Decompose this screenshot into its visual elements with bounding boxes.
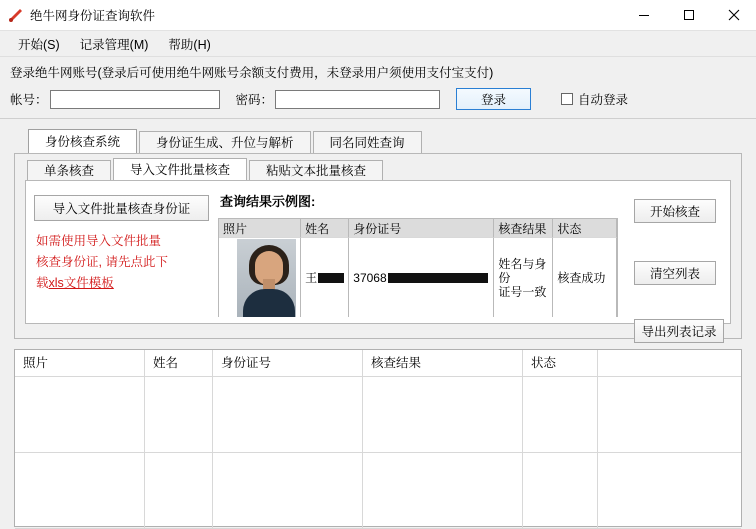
auto-login-checkbox[interactable] (561, 90, 628, 108)
result-header-id-number: 身份证号 (213, 350, 363, 376)
result-cell-photo (15, 453, 145, 528)
window-controls (621, 0, 756, 30)
sample-header-status: 状态 (553, 219, 617, 237)
login-button[interactable]: 登录 (456, 88, 531, 110)
import-file-button[interactable]: 导入文件批量核查身份证 (34, 195, 209, 221)
sample-grid (218, 218, 618, 317)
result-header-extra (598, 350, 740, 376)
tab-import-file-batch-check[interactable]: 导入文件批量核查 (113, 158, 247, 180)
menu-item-start[interactable]: 开始(S) (18, 37, 60, 52)
result-table-empty-row (15, 377, 741, 453)
template-download-note[interactable] (34, 231, 188, 294)
xls-template-link[interactable]: xls文件模板 (48, 276, 114, 290)
result-cell-photo (15, 377, 145, 452)
login-panel (0, 57, 756, 119)
sample-result-line-1: 姓名与身份 (498, 256, 547, 285)
tab-single-check[interactable]: 单条核查 (27, 160, 111, 180)
sample-header-name: 姓名 (301, 219, 349, 237)
result-cell-id-number (213, 377, 363, 452)
result-header-photo: 照片 (15, 350, 145, 376)
sample-id-prefix: 37068 (353, 270, 387, 285)
result-header-result: 核查结果 (363, 350, 523, 376)
title-bar (0, 0, 756, 31)
clear-list-button[interactable]: 清空列表 (634, 261, 716, 285)
account-input[interactable] (50, 90, 220, 109)
password-input[interactable] (275, 90, 440, 109)
menu-item-record-management[interactable]: 记录管理(M) (79, 37, 149, 52)
inner-tab-body (25, 180, 731, 339)
id-redaction (388, 273, 488, 283)
sample-cell-name (301, 237, 349, 317)
maximize-button[interactable] (666, 0, 711, 30)
name-redaction (318, 273, 344, 283)
result-cell-name (145, 377, 213, 452)
login-panel-title: 登录绝牛网账号(登录后可使用绝牛网账号余额支付费用，未登录用户须使用支付宝支付) (10, 66, 494, 80)
sample-cell-status: 核查成功 (553, 237, 617, 317)
result-table-empty-row (15, 453, 741, 529)
note-line-2: 核查身份证, 请先点此下 (36, 255, 168, 269)
note-line-3-prefix: 载 (36, 276, 49, 290)
result-cell-status (523, 453, 598, 528)
sample-header-result: 核查结果 (494, 219, 553, 237)
login-row (10, 88, 746, 110)
outer-tab-body (14, 153, 742, 339)
result-table-header (15, 350, 741, 377)
result-cell-result (363, 453, 523, 528)
close-button[interactable] (711, 0, 756, 30)
result-cell-result (363, 377, 523, 452)
import-panel (26, 181, 214, 323)
result-header-name: 姓名 (145, 350, 213, 376)
password-label: 密码： (235, 93, 274, 107)
sample-grid-header (219, 219, 617, 237)
tab-same-name-query[interactable]: 同名同姓查询 (313, 131, 422, 153)
result-cell-name (145, 453, 213, 528)
sample-header-photo: 照片 (219, 219, 301, 237)
result-cell-status (523, 377, 598, 452)
result-table[interactable] (14, 349, 742, 527)
menu-item-help[interactable]: 帮助(H) (168, 37, 211, 52)
sample-grid-row (219, 237, 617, 317)
sample-cell-id-number (349, 237, 494, 317)
sample-name-prefix: 王 (305, 271, 318, 285)
account-label: 帐号： (10, 93, 48, 107)
sample-title: 查询结果示例图: (220, 194, 316, 209)
action-button-column (626, 181, 730, 339)
tab-paste-text-batch-check[interactable]: 粘贴文本批量核查 (249, 160, 383, 180)
checkbox-icon (561, 93, 573, 105)
sample-cell-photo (219, 237, 301, 317)
minimize-button[interactable] (621, 0, 666, 30)
auto-login-label: 自动登录 (578, 93, 629, 107)
sample-result-area (214, 181, 626, 323)
sample-header-id-number: 身份证号 (349, 219, 494, 237)
result-header-status: 状态 (523, 350, 598, 376)
menu-bar (0, 31, 756, 57)
sample-result-line-2: 证号一致 (498, 284, 547, 299)
tab-id-generate-parse[interactable]: 身份证生成、升位与解析 (139, 131, 311, 153)
result-cell-extra (598, 377, 740, 452)
person-photo-icon (237, 239, 296, 317)
sample-cell-result (494, 237, 553, 317)
outer-tabstrip (0, 129, 756, 153)
app-icon (8, 7, 24, 23)
window-title: 绝牛网身份证查询软件 (30, 9, 156, 23)
inner-tabstrip (15, 154, 741, 180)
start-check-button[interactable]: 开始核查 (634, 199, 716, 223)
note-line-1: 如需使用导入文件批量 (36, 234, 162, 248)
export-list-button[interactable]: 导出列表记录 (634, 319, 724, 343)
tab-identity-check-system[interactable]: 身份核查系统 (28, 129, 137, 153)
result-cell-extra (598, 453, 740, 528)
result-cell-id-number (213, 453, 363, 528)
